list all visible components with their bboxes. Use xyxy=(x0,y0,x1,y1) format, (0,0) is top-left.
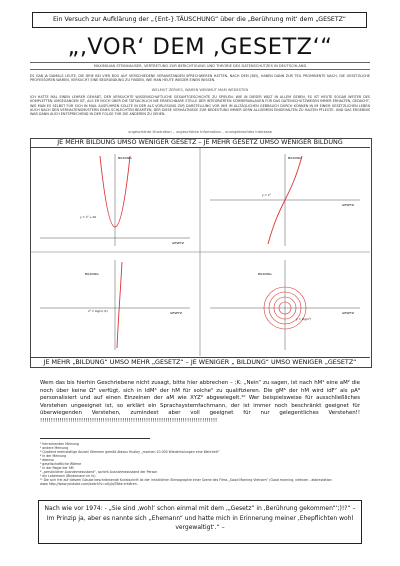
plot-3-curve xyxy=(117,262,122,348)
footer-box xyxy=(38,500,362,544)
footnote: ¹⁰ Die sich frei auf diesem Glaube beschränkende Kunstschrift ist der inhaltlichen Stenographie einer Szene des Films „Good Morning Vietnam“ (Good morning, vietnam - abbreviation: www http://www.youtube.com/watch?v=aXyJsJTBbk erklären. xyxy=(40,478,333,486)
footnote: ⁹ ein Lebemann (Bindemann im hi) xyxy=(40,474,96,478)
footnote: ⁴ in der Meinung xyxy=(40,454,67,458)
plot-4 xyxy=(210,260,360,350)
footnote: ⁵ ebenso xyxy=(40,458,54,462)
plot-4-xlabel: GESETZ xyxy=(342,311,354,315)
plot-1 xyxy=(40,154,190,246)
footnote: ³ Quotient mehrstellige Anzahl Stimmen gemäß Aldous Huxley „machen 10.000 Wiederholungen eine Wahrheit“ xyxy=(40,450,220,454)
footnote-rule xyxy=(40,438,150,439)
plot-2-legend: y = x³ xyxy=(262,193,271,197)
footnotes xyxy=(40,442,340,486)
page-title: „‚VOR‘ DEM ‚GESETZ‘“ xyxy=(67,34,333,60)
header-title: Ein Versuch zur Aufklärung der „{Ent-}.TÄUSCHUNG“ über die „Berührung mit‘ dem „GESETZ“ xyxy=(53,16,346,23)
footnote: ² andere Meinung xyxy=(40,446,69,450)
main-paragraph: Wem das bis hierhin Geschriebene nicht zusagt, bitte hier abbrechen – ;K: „Nein“ zu sagen, ist nach hM¹ eine aM² die noch über keine Ω³ verfügt, sich in ldM⁴ der hM für solche⁵ zu qualifizieren. Die gM⁶ der hM wird idF⁷ als pA⁸ personalisiert und auf einen Einzelnen der aM wie XYZ⁹ abgewiegelt.¹⁰ Wer beispielsweise für ausschließliches Verstehen ungeeignet ist, so erklärt ein Sprachsystemfachmann, der ist immer noch beschränkt geeignet für überwiegenden Verstehen, zumindest aber voll geeignet für nur gelegentliches Verstehen!! !!!!!!!!!!!!!!!!!!!!!!!!!!!!!!!!!!!!!!!!!!!!!!!!!!!!!!!!!!!!!!!!!!!!!!!!!!!!!!!!!! xyxy=(40,380,360,424)
footnote: ⁶ gesellschaftliche Wärme xyxy=(40,462,82,466)
intro-paragraph-2: ICH HATTE MAL EINEN LEHRER GEHABT, DER VERSUCHTE WISSENSCHAFTLICHE GESAMTGESCHICHTE ZU SPIELEN. WIE IN DIESER WELT IN ALLEM GEBEN, ES IST HEUTE SOGAR WEITER DES KOMPLETTEN UMGEGANGEN IST, ALS ER NOCH ÜBER DIE TATSÄCHLICH NIE ERREICHBARE STELLE DER INTEGRIERTEN SOMMERANLAGEN FÜR DAS DATENSCHUTZWESEN IMMER ERHALTEN, GEDACHT, WIE MAN ES SELBST FÜR SICH IN MAIL AUSFÜHREN SOLLTE IN DER ALS VORLESUNG ZUR DARSTELLUNG VOR IHM IM ALLTÄGLICHEN GEBRAUCH DURCH KÖNNEN IN IM EINEM GESETZLICHEN LEBEN AUCH NACH DEN VERHALTENSMUSTERN EINES SCHLECHTEN BEAMTEN, DER DIESE VERHÄLTNISSE ZUR BEDEUTUNG IMMER GERN ALLGEMEIN EINGEHALTEN ZU HALTEN PFLEGTE. UND DAS ERGEBNIS WAR DANN AUCH ENTSPRECHEND IN DER FOLGE FÜR DIE ANDEREN ZU SEHEN. xyxy=(30,95,370,117)
plot-3-legend: x² = log(x)·(1) xyxy=(88,309,108,313)
figure-top-label: JE MEHR BILDUNG UMSO WENIGER GESETZ – JE MEHR GESETZ UMSO WENIGER BILDUNG xyxy=(30,138,370,148)
plot-3-ylabel: BILDUNG xyxy=(85,272,99,276)
plot-3 xyxy=(40,260,190,350)
plot-1-legend: y = x² + k0 xyxy=(80,215,97,219)
plot-2 xyxy=(210,154,360,246)
plot-3-xlabel: GESETZ xyxy=(170,311,182,315)
intro-paragraph-1: ES GAB JA DAMALS LEUTE, DIE DRIE BEI VIER BOG AUF VERSCHIEDENE VERANSTANDEN SPRECHWEREN HATTEN, NACH DEM (BEI), HABEN DANN ZUR TEIL PROMINENTE NACH, DIE GESETZLICHE PROFESSOREN WAREN, VERSUCHT EINE BEGRÜNDUNG ZU FINDEN, WIE MAN HEUTE WIEDER EINEN WISSEN. xyxy=(30,74,370,83)
plot-1-ylabel: BILDUNG xyxy=(118,156,132,160)
figure-bottom-label: JE MEHR „BILDUNG“ UMSO MEHR „GESETZ“ – JE WENIGER „ BILDUNG“ UMSO WENIGER „GESETZ“ xyxy=(30,357,370,367)
footnote: ¹ herrschenden Meinung xyxy=(40,442,79,446)
plot-2-ylabel: BILDUNG xyxy=(288,156,302,160)
intro-subheading: WELMUT ZERVES, WAREN WEINMUT MAM WEDESTEN xyxy=(151,88,249,92)
footnote: ⁷ in der Regel der hM xyxy=(40,466,74,470)
header-box xyxy=(32,12,367,28)
figure-caption: ungeschönte Illustration – ungeschönte Information – unangebrachtes Interesse xyxy=(128,130,272,134)
footer-quote: Nach wie vor 1974: - „Sie sind ‚wohl‘ schon einmal mit dem ‚„Gesetz“ in ‚Berührung gekommen“‘;)!?“ – Im Prinzip ja, aber es nannte sich „Ehemann“ und hatte mich in Erinnerung meiner ‚Ehepflichten wohl vergewaltigt‘.“ – xyxy=(44,505,356,532)
figure-plots xyxy=(30,148,370,356)
footnote: ⁸ „persönlicher Ausnahmezustand“, spricht Ausnahmezustand der Person xyxy=(40,470,158,474)
byline: MAXIMILIAN STEINHAUSER, VERTRETUNG ZUR BERICHTIGUNG UND THEORIE DES DATENSCHUTZES IN DEUTSCHLAND xyxy=(30,62,370,70)
plot-4-ylabel: BILDUNG xyxy=(258,272,272,276)
plot-4-legend: y = log(x²) xyxy=(296,317,311,321)
plot-2-xlabel: GESETZ xyxy=(342,203,354,207)
plot-1-xlabel: GESETZ xyxy=(172,241,184,245)
